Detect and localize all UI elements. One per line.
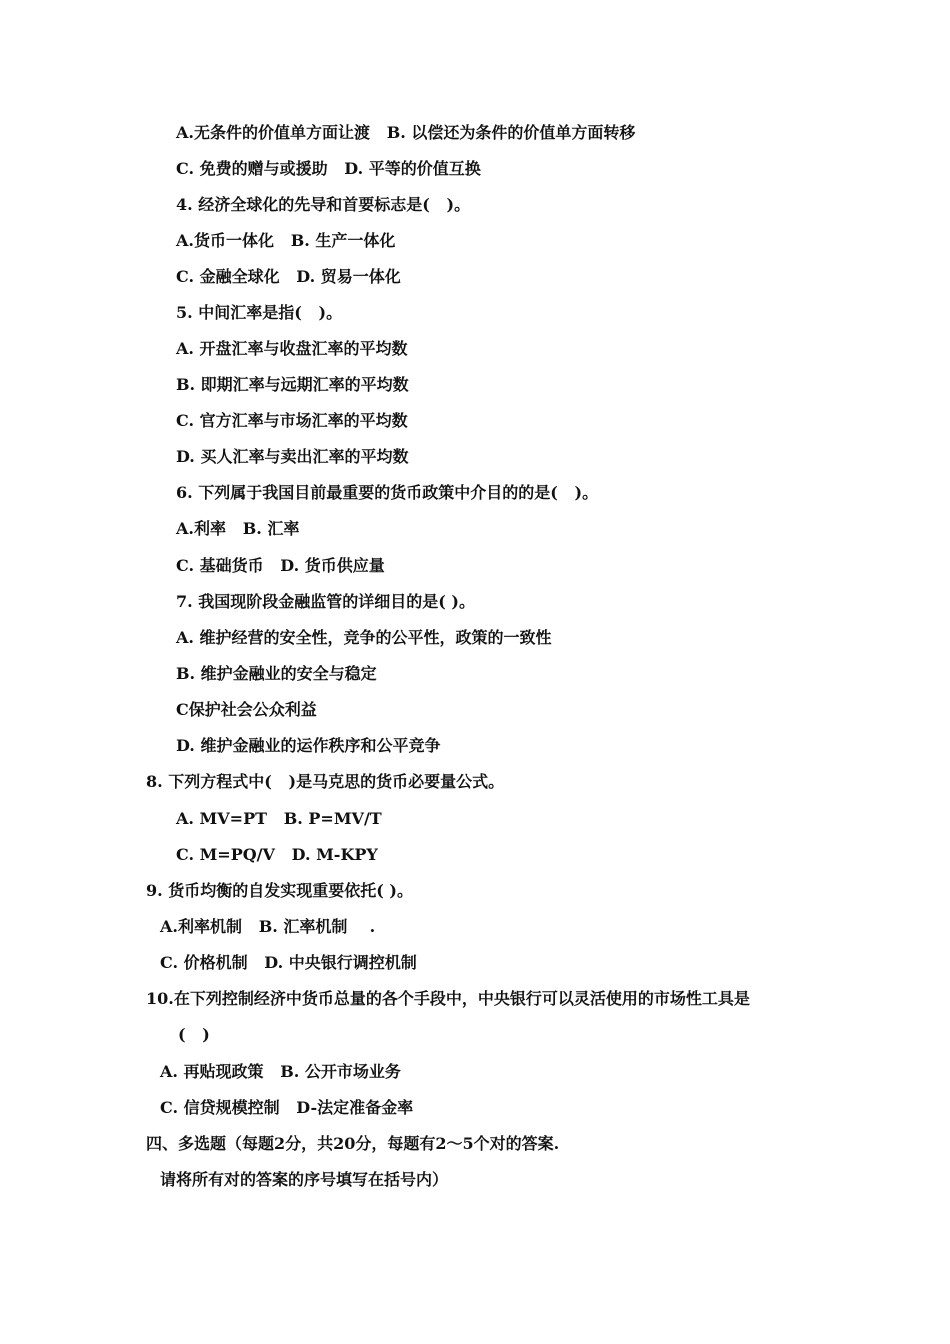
q5-option-d: D. 买人汇率与卖出汇率的平均数	[176, 447, 409, 466]
q7-option-a: A. 维护经营的安全性，竞争的公平性，政策的一致性	[176, 628, 552, 647]
q3-options-cd: C. 免费的赠与或援助 D. 平等的价值互换	[176, 159, 481, 178]
q5-option-b: B. 即期汇率与远期汇率的平均数	[176, 375, 409, 394]
q10-blank: ( )	[178, 1025, 210, 1044]
q4-options-ab: A.货币一体化 B. 生产一体化	[176, 231, 396, 250]
q6-question: 6. 下列属于我国目前最重要的货币政策中介目的的是( )。	[176, 483, 599, 502]
q9-options-ab: A.利率机制 B. 汇率机制 .	[160, 917, 376, 936]
q3-options-ab: A.无条件的价值单方面让渡 B. 以偿还为条件的价值单方面转移	[176, 123, 636, 142]
q5-question: 5. 中间汇率是指( )。	[176, 303, 343, 322]
q7-option-b: B. 维护金融业的安全与稳定	[176, 664, 377, 683]
q8-options-cd: C. M=PQ/V D. M-KPY	[176, 845, 378, 864]
q4-question: 4. 经济全球化的先导和首要标志是( )。	[176, 195, 471, 214]
q10-options-ab: A. 再贴现政策 B. 公开市场业务	[160, 1062, 401, 1081]
q7-option-c: C保护社会公众利益	[176, 700, 317, 719]
q6-options-cd: C. 基础货币 D. 货币供应量	[176, 556, 385, 575]
q7-question: 7. 我国现阶段金融监管的详细目的是( )。	[176, 592, 475, 611]
q5-option-c: C. 官方汇率与市场汇率的平均数	[176, 411, 408, 430]
q10-options-cd: C. 信贷规模控制 D-法定准备金率	[160, 1098, 414, 1117]
q5-option-a: A. 开盘汇率与收盘汇率的平均数	[176, 339, 408, 358]
section-four-instruction: 请将所有对的答案的序号填写在括号内）	[160, 1170, 449, 1189]
q6-options-ab: A.利率 B. 汇率	[176, 519, 300, 538]
q4-options-cd: C. 金融全球化 D. 贸易一体化	[176, 267, 401, 286]
q9-question: 9. 货币均衡的自发实现重要依托( )。	[146, 881, 413, 900]
q8-question: 8. 下列方程式中( )是马克思的货币必要量公式。	[146, 772, 505, 791]
q9-options-cd: C. 价格机制 D. 中央银行调控机制	[160, 953, 417, 972]
q10-question: 10.在下列控制经济中货币总量的各个手段中，中央银行可以灵活使用的市场性工具是	[146, 989, 750, 1008]
q7-option-d: D. 维护金融业的运作秩序和公平竞争	[176, 736, 441, 755]
q8-options-ab: A. MV=PT B. P=MV/T	[176, 809, 382, 828]
section-four-heading: 四、多选题（每题2分，共20分，每题有2～5个对的答案.	[146, 1134, 560, 1153]
